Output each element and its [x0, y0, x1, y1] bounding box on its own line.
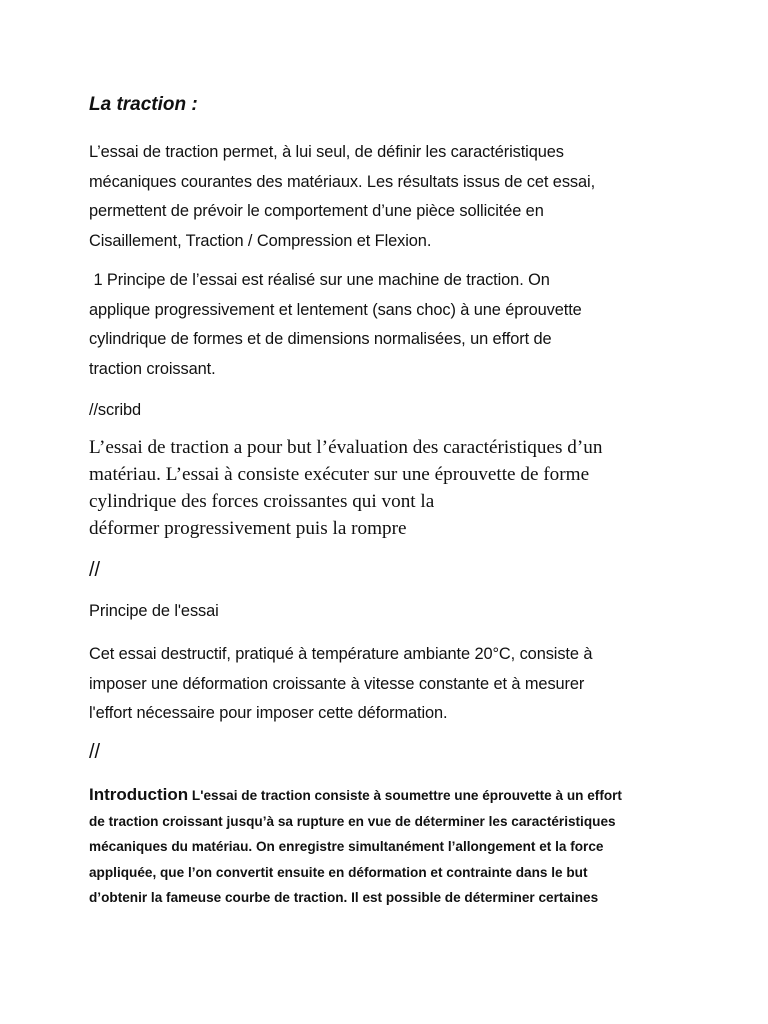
separator: // — [89, 741, 100, 763]
text-line: permettent de prévoir le comportement d’une pièce sollicitée en — [89, 202, 544, 220]
introduction-line: L'essai de traction consiste à soumettre une éprouvette à un effort — [188, 788, 622, 803]
text-line — [89, 782, 699, 809]
text-line: Cisaillement, Traction / Compression et Flexion. — [89, 231, 432, 250]
separator: // — [89, 559, 100, 581]
introduction-heading: Introduction — [89, 785, 189, 804]
source-note: //scribd — [89, 401, 142, 419]
paragraph-introduction — [89, 782, 699, 911]
text-line: L’essai de traction a pour but l’évaluation des caractéristiques d’un — [89, 437, 603, 458]
text-line: déformer progressivement puis la rompre — [89, 518, 407, 539]
paragraph-destructive-test — [89, 640, 689, 729]
paragraph-test-principle — [89, 266, 689, 384]
text-line: 1 Principe de l’essai est réalisé sur une machine de traction. On — [89, 271, 550, 289]
text-line: mécaniques du matériau. On enregistre simultanément l’allongement et la force — [89, 839, 604, 855]
text-line: traction croissant. — [89, 359, 216, 378]
text-line: de traction croissant jusqu’à sa rupture en vue de déterminer les caractéristiques — [89, 813, 616, 829]
text-line: d’obtenir la fameuse courbe de traction. Il est possible de déterminer certaines — [89, 890, 599, 906]
text-line: cylindrique de formes et de dimensions normalisées, un effort de — [89, 330, 552, 348]
text-line: Cet essai destructif, pratiqué à température ambiante 20°C, consiste à — [89, 645, 593, 663]
subheading-principle: Principe de l'essai — [89, 602, 219, 620]
text-line: mécaniques courantes des matériaux. Les résultats issus de cet essai, — [89, 172, 596, 191]
text-line: l'effort nécessaire pour imposer cette déformation. — [89, 704, 448, 722]
text-line: applique progressivement et lentement (sans choc) à une éprouvette — [89, 300, 582, 319]
paragraph-traction-definition — [89, 138, 689, 256]
text-line: L’essai de traction permet, à lui seul, de définir les caractéristiques — [89, 143, 564, 161]
paragraph-test-purpose — [89, 434, 689, 542]
text-line: cylindrique des forces croissantes qui vont la — [89, 491, 435, 512]
document-title: La traction : — [89, 94, 198, 115]
text-line: matériau. L’essai à consiste exécuter sur une éprouvette de forme — [89, 464, 590, 485]
text-line: appliquée, que l’on convertit ensuite en déformation et contrainte dans le but — [89, 864, 588, 880]
text-line: imposer une déformation croissante à vitesse constante et à mesurer — [89, 674, 585, 693]
